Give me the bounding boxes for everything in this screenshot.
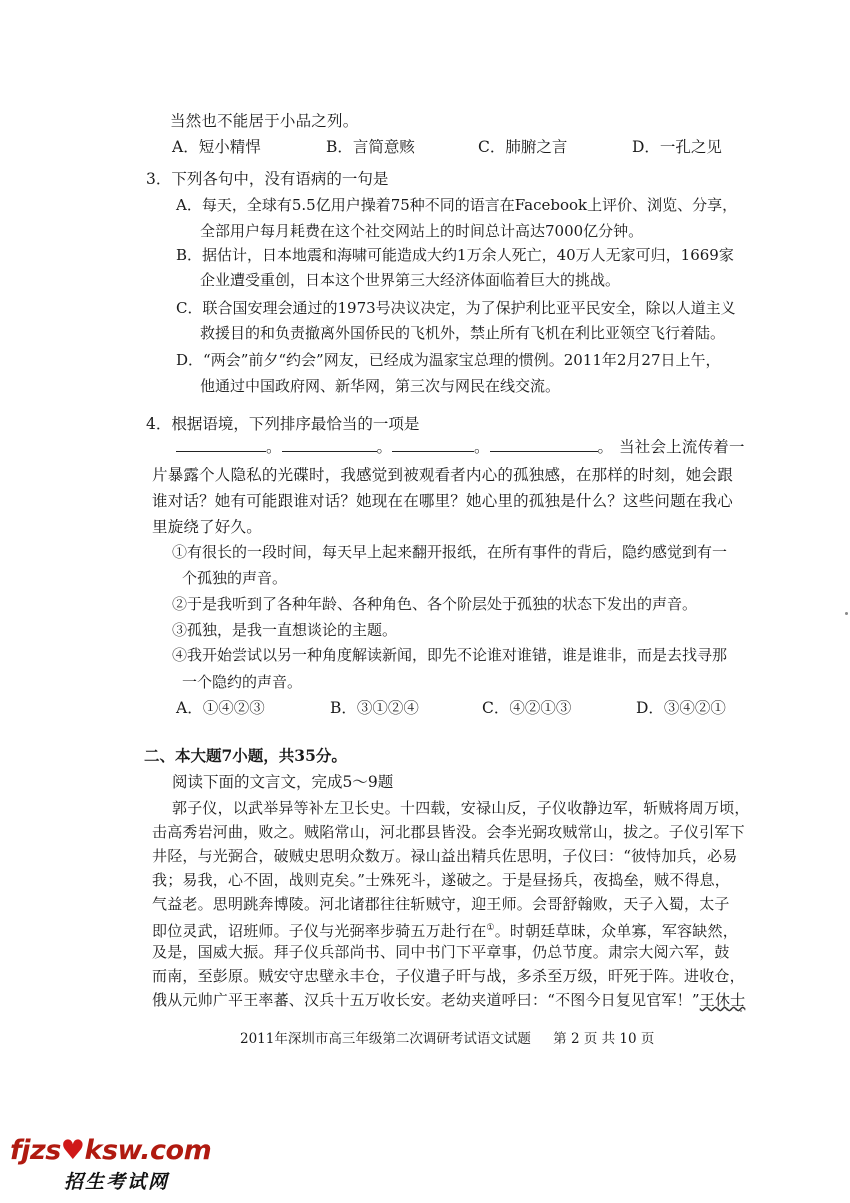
q4-sentence-3: ③孤独，是我一直想谈论的主题。 <box>172 621 398 639</box>
blank-sep-3: 。 <box>474 438 490 456</box>
blank-sep-4: 。 <box>597 438 614 456</box>
scan-speck <box>740 1010 742 1012</box>
q4-sentence-2: ②于是我听到了各种年龄、各种角色、各个阶层处于孤独的状态下发出的声音。 <box>172 595 698 613</box>
classical-text-line6 <box>152 918 738 941</box>
q2-option-d: D．一孔之见 <box>632 138 722 156</box>
q4-sentence-1-line1: ①有很长的一段时间，每天早上起来翻开报纸，在所有事件的背后，隐约感觉到有一 <box>172 543 728 561</box>
classical-text-line7: 及是，国威大振。拜子仪兵部尚书、同中书门下平章事，仍总节度。肃宗大阅六军，鼓 <box>152 943 730 961</box>
q3-option-a-line1: A．每天，全球有5.5亿用户操着75种不同的语言在Facebook上评价、浏览、分享， <box>176 196 738 214</box>
q4-passage-start: 当社会上流传着一 <box>619 438 745 456</box>
q4-passage-line2: 片暴露个人隐私的光碟时，我感觉到被观看者内心的孤独感，在那样的时刻，她会跟 <box>152 466 733 484</box>
blank-2[interactable] <box>282 436 377 452</box>
blank-sep-2: 。 <box>376 438 393 456</box>
classical-text-line2: 击高秀岩河曲，败之。贼陷常山，河北郡县皆没。会李光弼攻贼常山，拔之。子仪引军下 <box>152 823 745 841</box>
section-2-title: 二、本大题7小题，共35分。 <box>144 746 347 765</box>
blank-4[interactable] <box>490 436 598 452</box>
footer-title: 2011年深圳市高三年级第二次调研考试语文试题 <box>240 1031 531 1047</box>
q3-option-a-line2: 全部用户每月耗费在这个社交网站上的时间总计高达7000亿分钟。 <box>200 222 644 240</box>
q3-option-d-line2: 他通过中国政府网、新华网，第三次与网民在线交流。 <box>200 377 561 395</box>
blank-1[interactable] <box>176 436 266 452</box>
q4-sentence-4-line1: ④我开始尝试以另一种角度解读新闻，即先不论谁对谁错，谁是谁非，而是去找寻那 <box>172 646 728 664</box>
classical-text-line6-end: 。时朝廷草昧，众单寡，军容缺然， <box>494 922 738 940</box>
classical-text-line1: 郭子仪，以武举异等补左卫长史。十四载，安禄山反，子仪收静边军，斩贼将周万顷， <box>172 799 750 817</box>
watermark-brand-suffix: ksw.com <box>84 1135 212 1166</box>
footer-page-number: 第 2 页 共 10 页 <box>553 1031 655 1047</box>
blank-3[interactable] <box>392 436 474 452</box>
q3-option-c-line2: 救援目的和负责撤离外国侨民的飞机外，禁止所有飞机在利比亚领空飞行着陆。 <box>200 324 726 342</box>
classical-text-line5: 气益老。思明跳奔博陵。河北诸郡往往斩贼守，迎王师。会哥舒翰败，天子入蜀，太子 <box>152 895 730 913</box>
q4-stem: 4．根据语境，下列排序最恰当的一项是 <box>146 415 420 433</box>
q2-option-c: C．肺腑之言 <box>478 138 568 156</box>
classical-text-line9 <box>152 990 745 1010</box>
q4-blanks-line <box>176 436 745 457</box>
heart-icon: ♥ <box>60 1135 85 1166</box>
q4-sentence-1-line2: 个孤独的声音。 <box>182 569 288 587</box>
scan-speck <box>845 612 848 615</box>
q2-option-b: B．言简意赅 <box>326 138 415 156</box>
classical-text-line9-main: 俄从元帅广平王率蕃、汉兵十五万收长安。老幼夹道呼曰：“不图今日复见官军！” <box>152 991 700 1009</box>
watermark-brand-prefix: fjzs <box>10 1135 61 1166</box>
q4-sentence-4-line2: 一个隐约的声音。 <box>182 673 303 691</box>
blank-sep-1: 。 <box>266 438 282 456</box>
q4-option-b: B．③①②④ <box>330 699 419 717</box>
q3-option-b-line2: 企业遭受重创，日本这个世界第三大经济体面临着巨大的挑战。 <box>200 271 621 289</box>
classical-text-line4: 我；易我，心不固，战则克矣。”士殊死斗，遂破之。于是昼扬兵，夜捣垒，贼不得息， <box>152 871 730 889</box>
q4-passage-line3: 谁对话？她有可能跟谁对话？她现在在哪里？她心里的孤独是什么？这些问题在我心 <box>152 492 733 510</box>
footnote-marker: ① <box>486 923 495 933</box>
q2-option-a: A．短小精悍 <box>172 138 261 156</box>
classical-text-line6-main: 即位灵武，诏班师。子仪与光弼率步骑五万赴行在 <box>152 922 487 940</box>
q3-option-b-line1: B．据估计，日本地震和海啸可能造成大约1万余人死亡，40万人无家可归，1669家 <box>176 246 734 264</box>
site-watermark-logo <box>6 1135 212 1197</box>
classical-text-line8: 而南，至彭原。贼安守忠壁永丰仓，子仪遣子旰与战，多杀至万级，旰死于阵。进收仓， <box>152 967 745 985</box>
q2-tail-line: 当然也不能居于小品之列。 <box>170 112 359 130</box>
q4-option-a: A．①④②③ <box>176 699 265 717</box>
watermark-subtitle: 招生考试网 <box>64 1171 170 1193</box>
q4-passage-line4: 里旋绕了好久。 <box>152 518 262 536</box>
q4-option-d: D．③④②① <box>636 699 726 717</box>
q3-option-d-line1: D．“两会”前夕“约会”网友，已经成为温家宝总理的惯例。2011年2月27日上午， <box>176 351 721 369</box>
page-footer <box>240 1027 654 1047</box>
section-2-intro: 阅读下面的文言文，完成5～9题 <box>172 773 394 791</box>
q4-option-c: C．④②①③ <box>482 699 572 717</box>
watermark-brand <box>10 1135 211 1166</box>
q3-stem: 3．下列各句中，没有语病的一句是 <box>146 170 389 188</box>
wavy-underlined-phrase: 王休士 <box>699 991 746 1009</box>
classical-text-line3: 井陉，与光弼合，破贼史思明众数万。禄山益出精兵佐思明，子仪曰：“彼恃加兵，必易 <box>152 847 738 865</box>
q3-option-c-line1: C．联合国安理会通过的1973号决议决定，为了保护利比亚平民安全，除以人道主义 <box>176 299 736 317</box>
